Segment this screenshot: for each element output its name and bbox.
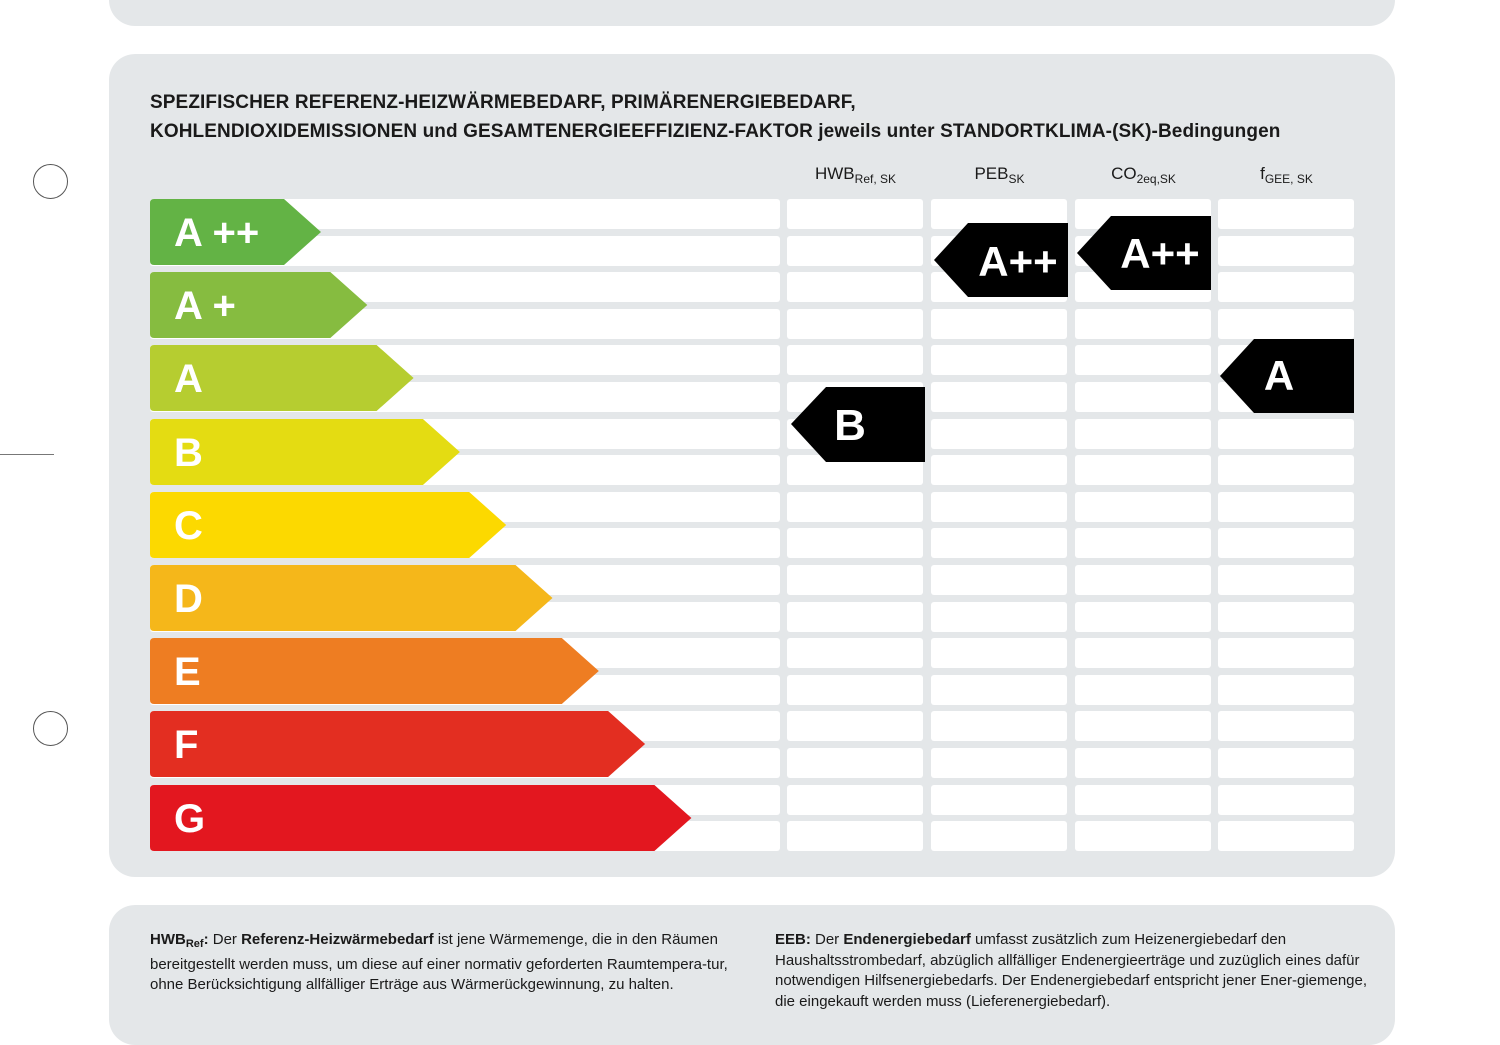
- class-arrow-label: D: [174, 577, 203, 621]
- rating-label-peb: A++: [978, 238, 1058, 285]
- class-arrow-c: [150, 492, 506, 558]
- rating-label-fgee: A: [1263, 352, 1295, 399]
- class-arrow-label: F: [174, 723, 199, 767]
- class-arrow-f: [150, 711, 645, 777]
- column-header-co2: $CO_{2eq,SK}$: [1111, 164, 1176, 186]
- class-arrow-e: [150, 638, 599, 704]
- rating-label-hwb: B: [834, 401, 866, 450]
- class-arrows: [150, 199, 691, 851]
- footnote-eeb: EEB: Der Endenergiebedarf umfasst zusätzlich zum Heizenergiebedarf den Haushaltsstrombedarf, abzüglich allfälliger Endenergieerträge und zuzüglich eines dafür notwendigen Hilfsenergiebedarfs. Der Endenergiebedarf entspricht jener Ener-giemenge, die eingekauft werden muss (Lieferenergiebedarf).: [775, 931, 1368, 1010]
- rating-marker-hwb: [791, 387, 925, 462]
- column-header-peb: $PEB_{SK}$: [974, 164, 1025, 186]
- class-arrow-d: [150, 565, 553, 631]
- footnote-hwb: $HWB_{Ref}$: Der Referenz-Heizwärmebedarf ist jene Wärmemenge, die in den Räumen bereitgestellt werden muss, um diese auf einer normativ geforderten Raumtempera-tur, ohne Berücksichtigung allfälliger Erträge aus Wärmerückgewinnung, zu halten.: [150, 931, 728, 993]
- title-line-1: SPEZIFISCHER REFERENZ-HEIZWÄRMEBEDARF, PRIMÄRENERGIEBEDARF,: [150, 92, 856, 113]
- class-arrow-label: C: [174, 504, 203, 548]
- class-arrow-label: G: [174, 797, 206, 841]
- rating-label-co2: A++: [1120, 230, 1200, 277]
- class-arrow-label: A +: [174, 284, 236, 328]
- column-header-hwb: $HWB_{Ref, SK}$: [814, 164, 897, 186]
- title-line-2: KOHLENDIOXIDEMISSIONEN und GESAMTENERGIEEFFIZIENZ-FAKTOR jeweils unter STANDORTKLIMA-(SK)-Bedingungen: [150, 121, 1281, 142]
- class-arrow-label: B: [174, 431, 203, 475]
- class-arrow-label: A ++: [174, 211, 260, 255]
- class-arrow-g: [150, 785, 691, 851]
- rating-marker-peb: [934, 223, 1068, 297]
- rating-marker-co2: [1077, 216, 1211, 290]
- class-arrow-label: E: [174, 650, 201, 694]
- rating-marker-fgee: [1220, 339, 1354, 413]
- column-header-fgee: $f_{GEE, SK}$: [1260, 164, 1313, 186]
- class-arrow-label: A: [174, 357, 203, 401]
- rating-markers: [791, 216, 1354, 462]
